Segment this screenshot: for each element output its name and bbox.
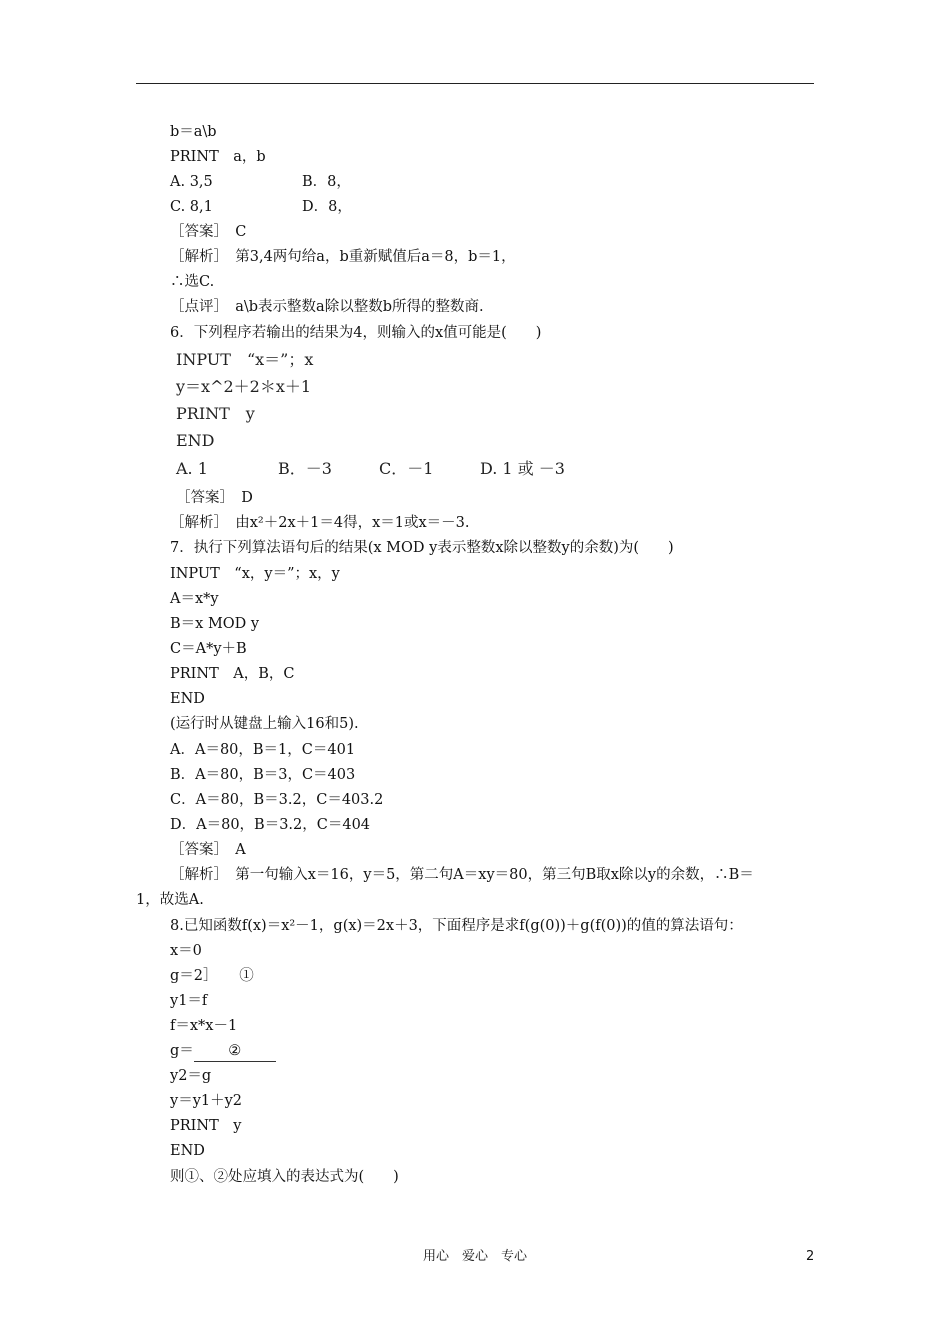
code-line: INPUT “x＝”；x xyxy=(176,350,314,369)
question-8-stem: 8.已知函数f(x)＝x²－1，g(x)＝2x＋3，下面程序是求f(g(0))＋g(f(0))的值的算法语句： xyxy=(170,918,743,934)
code-line: END xyxy=(176,431,215,450)
option-b: B．A＝80，B＝3，C＝403 xyxy=(170,767,356,783)
code-line: PRINT y xyxy=(170,1118,242,1134)
option-a: A. 3,5 xyxy=(170,174,213,190)
option-b: B．－3 xyxy=(278,459,332,478)
header-rule xyxy=(136,83,814,84)
analysis-line: ［解析］ 第一句输入x＝16，y＝5，第二句A＝xy＝80，第三句B取x除以y的余数，∴B＝ xyxy=(170,867,754,883)
input-note: (运行时从键盘上输入16和5). xyxy=(170,716,359,732)
page-number: 2 xyxy=(806,1249,815,1264)
question-7-stem: 7．执行下列算法语句后的结果(x MOD y表示整数x除以整数y的余数)为( ) xyxy=(170,540,674,556)
code-line-blank xyxy=(170,1041,276,1062)
answer-line: ［答案］ A xyxy=(170,842,246,858)
code-line: END xyxy=(170,691,205,707)
fill-blank: ② xyxy=(194,1041,276,1062)
option-b: B．8， xyxy=(302,174,351,190)
code-line: y＝x^2＋2＊x＋1 xyxy=(176,377,312,396)
footer-motto: 用心 爱心 专心 xyxy=(422,1249,527,1264)
question-8-prompt: 则①、②处应填入的表达式为( ) xyxy=(170,1169,399,1185)
option-d: D．A＝80，B＝3.2，C＝404 xyxy=(170,817,371,833)
code-line: A＝x*y xyxy=(170,591,219,607)
code-line: y＝y1＋y2 xyxy=(170,1093,243,1109)
question-6-stem: 6．下列程序若输出的结果为4，则输入的x值可能是( ) xyxy=(170,325,542,341)
code-line: PRINT A，B，C xyxy=(170,666,295,682)
code-line: PRINT a，b xyxy=(170,149,266,165)
code-prefix: g＝ xyxy=(170,1043,194,1059)
option-d: D．8， xyxy=(302,199,352,215)
option-c: C．－1 xyxy=(379,459,434,478)
option-a: A. 1 xyxy=(176,459,208,478)
analysis-line: 1，故选A. xyxy=(136,892,204,908)
comment-line: ［点评］ a\b表示整数a除以整数b所得的整数商. xyxy=(170,299,484,315)
code-line: y1＝f xyxy=(170,993,208,1009)
code-line: END xyxy=(170,1143,205,1159)
code-line: b＝a\b xyxy=(170,124,217,140)
analysis-line: ［解析］ 第3,4两句给a，b重新赋值后a＝8，b＝1， xyxy=(170,249,516,265)
answer-line: ［答案］ D xyxy=(176,490,253,506)
analysis-line: ∴选C. xyxy=(170,274,215,290)
option-d: D. 1 或 －3 xyxy=(480,459,565,478)
analysis-line: ［解析］ 由x²＋2x＋1＝4得，x＝1或x＝－3. xyxy=(170,515,470,531)
answer-line: ［答案］ C xyxy=(170,224,247,240)
option-a: A．A＝80，B＝1，C＝401 xyxy=(170,742,356,758)
code-line: PRINT y xyxy=(176,404,255,423)
code-line: g＝2］ ① xyxy=(170,968,254,984)
code-line: f＝x*x－1 xyxy=(170,1018,238,1034)
code-line: B＝x MOD y xyxy=(170,616,260,632)
code-line: x＝0 xyxy=(170,943,202,959)
option-c: C．A＝80，B＝3.2，C＝403.2 xyxy=(170,792,384,808)
code-line: y2＝g xyxy=(170,1068,212,1084)
option-c: C. 8,1 xyxy=(170,199,213,215)
code-line: C＝A*y＋B xyxy=(170,641,247,657)
code-line: INPUT “x，y＝”；x，y xyxy=(170,566,340,582)
